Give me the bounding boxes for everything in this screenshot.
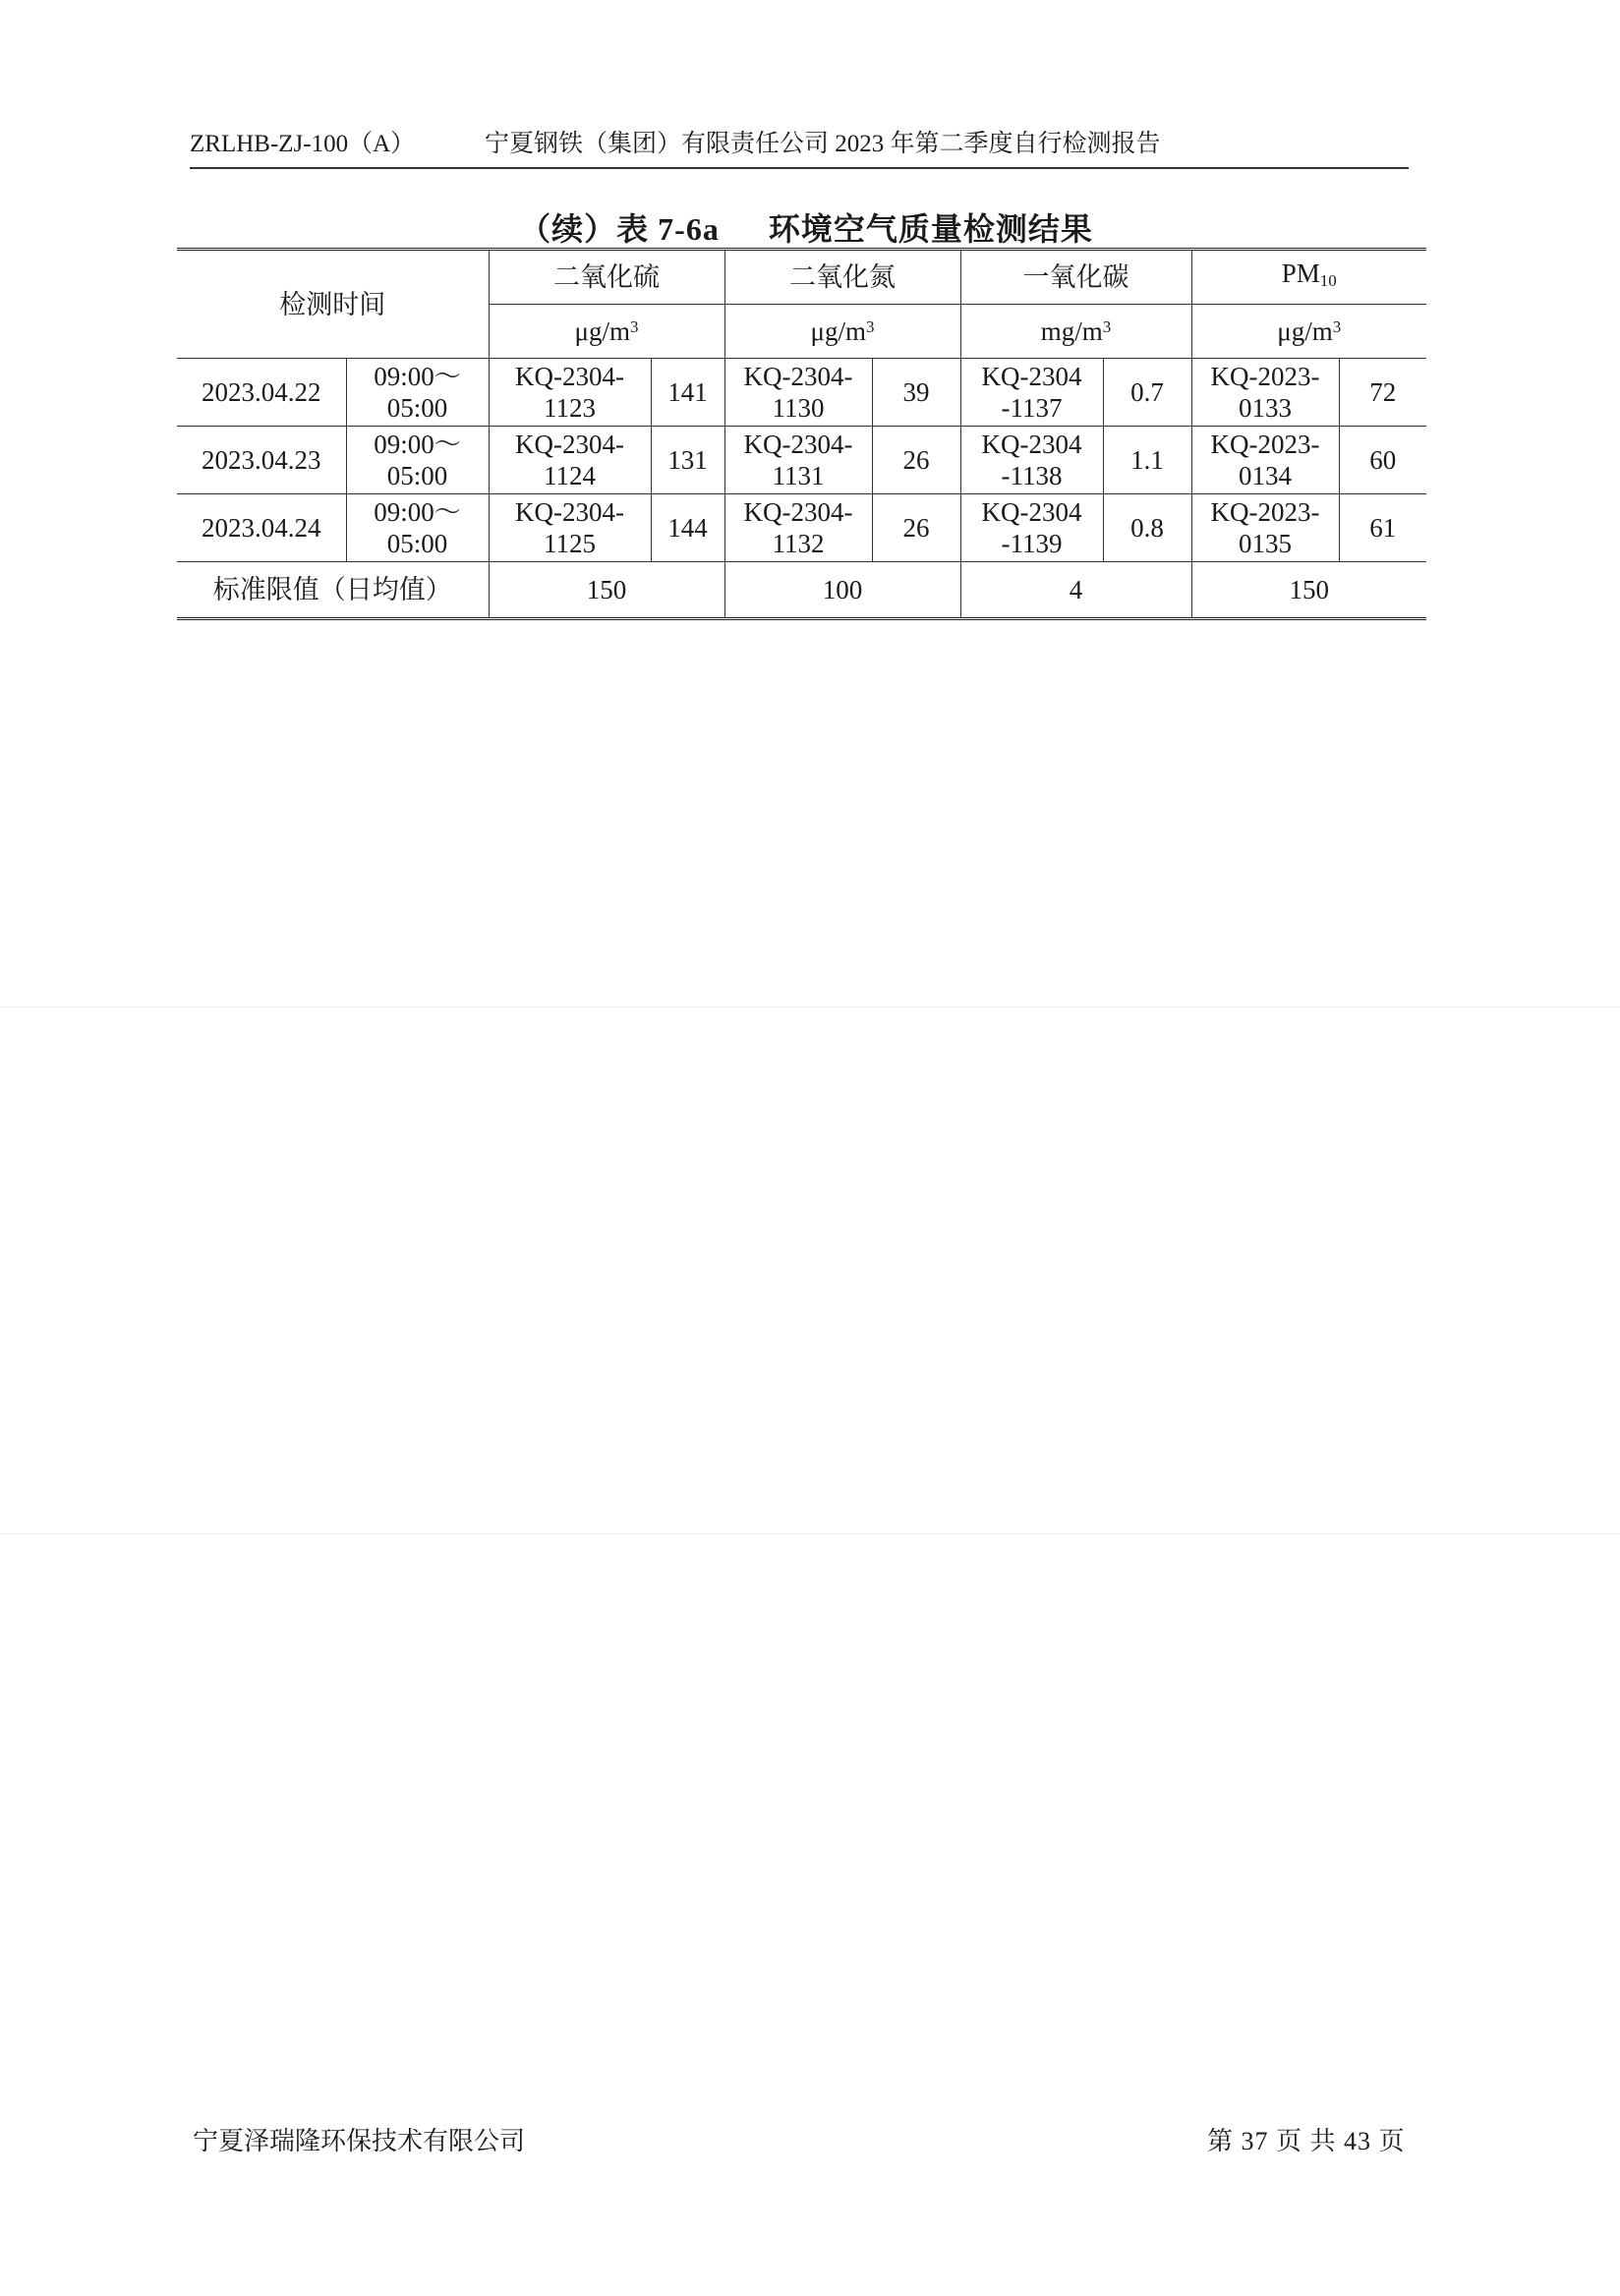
sample-id-cell: KQ-2023- 0134 xyxy=(1191,427,1339,494)
date-cell: 2023.04.24 xyxy=(177,494,346,562)
table-caption: 环境空气质量检测结果 xyxy=(768,211,1093,247)
standard-limit-value: 150 xyxy=(489,562,724,619)
value-cell: 1.1 xyxy=(1103,427,1191,494)
date-cell: 2023.04.22 xyxy=(177,359,346,427)
value-cell: 60 xyxy=(1339,427,1426,494)
fold-line xyxy=(0,1533,1620,1534)
value-cell: 144 xyxy=(651,494,724,562)
pm-label-subscript: 10 xyxy=(1319,271,1337,290)
time-header: 检测时间 xyxy=(177,250,489,359)
fold-line xyxy=(0,1006,1620,1007)
value-cell: 39 xyxy=(872,359,960,427)
value-cell: 72 xyxy=(1339,359,1426,427)
sample-id-cell: KQ-2304- 1130 xyxy=(724,359,872,427)
sample-id-cell: KQ-2304 -1138 xyxy=(960,427,1103,494)
unit-header: $\mu g/m^3$ xyxy=(724,305,960,359)
value-cell: 0.8 xyxy=(1103,494,1191,562)
page-header xyxy=(190,128,1409,169)
standard-limit-value: 4 xyxy=(960,562,1191,619)
date-cell: 2023.04.23 xyxy=(177,427,346,494)
unit-header: $\mu g/m^3$ xyxy=(1191,305,1426,359)
pollutant-header xyxy=(1191,250,1426,305)
standard-limit-label: 标准限值（日均值） xyxy=(177,562,489,619)
unit-header: $mg/m^3$ xyxy=(960,305,1191,359)
air-quality-results-table xyxy=(177,248,1426,620)
pollutant-header: 二氧化氮 xyxy=(724,250,960,305)
table-row xyxy=(177,359,1426,427)
sample-id-cell: KQ-2023- 0135 xyxy=(1191,494,1339,562)
footer-company: 宁夏泽瑞隆环保技术有限公司 xyxy=(193,2127,526,2156)
table-row xyxy=(177,494,1426,562)
value-cell: 26 xyxy=(872,427,960,494)
value-cell: 26 xyxy=(872,494,960,562)
sample-id-cell: KQ-2304- 1131 xyxy=(724,427,872,494)
sample-id-cell: KQ-2304 -1139 xyxy=(960,494,1103,562)
page-number: 第 37 页 共 43 页 xyxy=(1207,2127,1406,2155)
table-row xyxy=(177,427,1426,494)
unit-header: $\mu g/m^3$ xyxy=(489,305,724,359)
report-title: 宁夏钢铁（集团）有限责任公司 2023 年第二季度自行检测报告 xyxy=(485,131,1161,157)
standard-limit-value: 150 xyxy=(1191,562,1426,619)
value-cell: 131 xyxy=(651,427,724,494)
value-cell: 141 xyxy=(651,359,724,427)
time-cell: 09:00～ 05:00 xyxy=(346,359,489,427)
document-code: ZRLHB-ZJ-100（A） xyxy=(190,131,416,157)
table-title xyxy=(177,204,1435,250)
sample-id-cell: KQ-2304 -1137 xyxy=(960,359,1103,427)
standard-limit-value: 100 xyxy=(724,562,960,619)
sample-id-cell: KQ-2304- 1124 xyxy=(489,427,651,494)
sample-id-cell: KQ-2023- 0133 xyxy=(1191,359,1339,427)
sample-id-cell: KQ-2304- 1123 xyxy=(489,359,651,427)
value-cell: 61 xyxy=(1339,494,1426,562)
pollutant-header: 二氧化硫 xyxy=(489,250,724,305)
pm-label-base: PM xyxy=(1281,258,1320,288)
time-cell: 09:00～ 05:00 xyxy=(346,494,489,562)
time-cell: 09:00～ 05:00 xyxy=(346,427,489,494)
sample-id-cell: KQ-2304- 1132 xyxy=(724,494,872,562)
table-number: （续）表 7-6a xyxy=(519,211,720,247)
pollutant-header: 一氧化碳 xyxy=(960,250,1191,305)
value-cell: 0.7 xyxy=(1103,359,1191,427)
standard-limit-row xyxy=(177,562,1426,619)
sample-id-cell: KQ-2304- 1125 xyxy=(489,494,651,562)
